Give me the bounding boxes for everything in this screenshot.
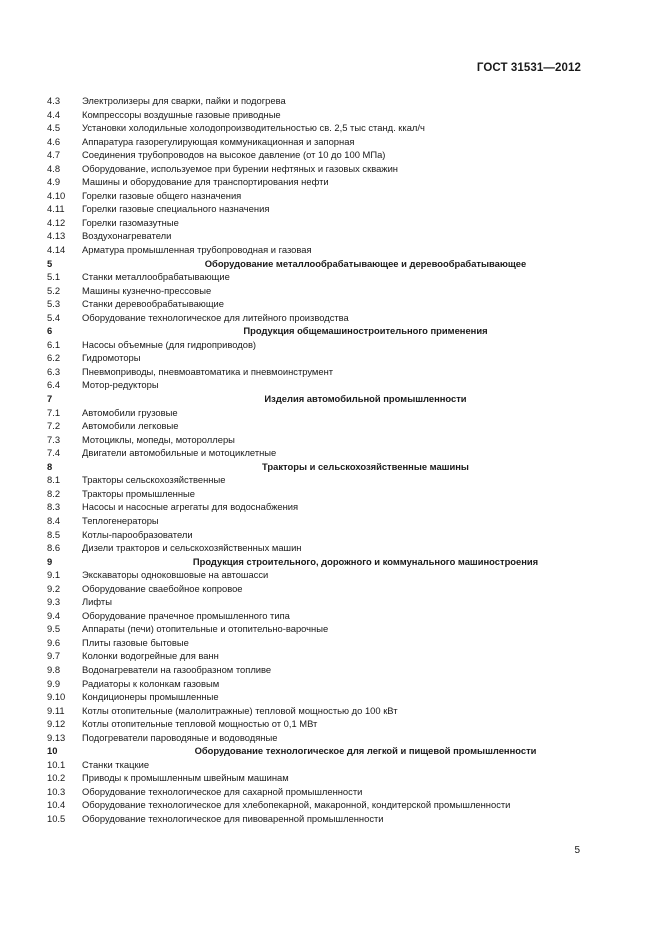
list-item	[0, 690, 661, 704]
item-number: 9.5	[47, 623, 61, 635]
list-item	[0, 406, 661, 420]
item-number: 9.7	[47, 650, 61, 662]
item-text: Автомобили грузовые	[82, 406, 178, 418]
item-text: Арматура промышленная трубопроводная и газовая	[82, 244, 312, 256]
list-item	[0, 785, 661, 799]
item-number: 4.13	[47, 230, 66, 242]
equipment-list	[0, 94, 661, 826]
item-number: 7.3	[47, 433, 61, 445]
item-text: Мотор-редукторы	[82, 379, 159, 391]
item-text: Оборудование технологическое для сахарной промышленности	[82, 785, 363, 797]
list-item	[0, 663, 661, 677]
section-title: Продукция общемашиностроительного применения	[243, 325, 488, 337]
item-number: 7.4	[47, 447, 61, 459]
item-number: 8	[47, 460, 53, 472]
item-text: Дизели тракторов и сельскохозяйственных машин	[82, 542, 302, 554]
item-text: Радиаторы к колонкам газовым	[82, 677, 220, 689]
list-item	[0, 677, 661, 691]
item-number: 6.3	[47, 365, 61, 377]
item-text: Плиты газовые бытовые	[82, 636, 189, 648]
item-text: Соединения трубопроводов на высокое давление (от 10 до 100 МПа)	[82, 149, 386, 161]
item-number: 10	[47, 745, 58, 757]
list-item	[0, 365, 661, 379]
list-item	[0, 162, 661, 176]
item-text: Воздухонагреватели	[82, 230, 172, 242]
item-number: 10.1	[47, 758, 66, 770]
item-text: Машины и оборудование для транспортирования нефти	[82, 176, 329, 188]
item-text: Двигатели автомобильные и мотоциклетные	[82, 447, 277, 459]
item-text: Станки деревообрабатывающие	[82, 298, 224, 310]
item-number: 5.4	[47, 311, 61, 323]
item-number: 9.3	[47, 596, 61, 608]
item-text: Насосы объемные (для гидроприводов)	[82, 338, 257, 350]
item-text: Оборудование технологическое для пивоваренной промышленности	[82, 812, 384, 824]
list-item	[0, 622, 661, 636]
list-item	[0, 487, 661, 501]
list-item	[0, 175, 661, 189]
item-text: Станки ткацкие	[82, 758, 150, 770]
item-number: 9	[47, 555, 53, 567]
list-item	[0, 121, 661, 135]
item-text: Горелки газовые общего назначения	[82, 189, 242, 201]
list-item	[0, 609, 661, 623]
item-text: Лифты	[82, 596, 112, 608]
item-number: 4.4	[47, 108, 61, 120]
list-item	[0, 108, 661, 122]
item-number: 8.3	[47, 501, 61, 513]
list-item	[0, 595, 661, 609]
item-text: Экскаваторы одноковшовые на автошасси	[82, 569, 269, 581]
list-item	[0, 771, 661, 785]
item-number: 5.1	[47, 271, 61, 283]
item-text: Тракторы сельскохозяйственные	[82, 474, 226, 486]
list-item	[0, 378, 661, 392]
item-number: 4.12	[47, 216, 66, 228]
item-number: 4.10	[47, 189, 66, 201]
item-text: Насосы и насосные агрегаты для водоснабжения	[82, 501, 299, 513]
list-item	[0, 514, 661, 528]
list-item	[0, 148, 661, 162]
list-item	[0, 636, 661, 650]
item-text: Оборудование сваебойное копровое	[82, 582, 243, 594]
item-text: Аппаратура газорегулирующая коммуникационная и запорная	[82, 135, 355, 147]
list-item	[0, 704, 661, 718]
item-text: Станки металлообрабатывающие	[82, 271, 230, 283]
item-number: 8.6	[47, 542, 61, 554]
item-number: 9.10	[47, 691, 66, 703]
list-item	[0, 758, 661, 772]
item-text: Аппараты (печи) отопительные и отопительно-варочные	[82, 623, 329, 635]
section-title: Продукция строительного, дорожного и коммунального машиностроения	[192, 555, 539, 567]
list-item	[0, 338, 661, 352]
list-item	[0, 433, 661, 447]
section-title: Тракторы и сельскохозяйственные машины	[262, 460, 469, 472]
list-item	[0, 528, 661, 542]
list-item	[0, 717, 661, 731]
list-item	[0, 284, 661, 298]
page-number: 5	[574, 845, 580, 856]
item-number: 6.1	[47, 338, 61, 350]
section-heading	[0, 555, 661, 569]
item-text: Оборудование технологическое для хлебопекарной, макаронной, кондитерской промышленности	[82, 799, 511, 811]
item-text: Колонки водогрейные для ванн	[82, 650, 219, 662]
item-text: Котлы отопительные (малолитражные) тепловой мощностью до 100 кВт	[82, 704, 398, 716]
item-number: 5	[47, 257, 53, 269]
list-item	[0, 649, 661, 663]
item-text: Электролизеры для сварки, пайки и подогрева	[82, 95, 286, 106]
item-number: 9.2	[47, 582, 61, 594]
list-item	[0, 243, 661, 257]
section-heading	[0, 257, 661, 271]
item-number: 4.11	[47, 203, 65, 215]
item-number: 4.7	[47, 149, 61, 161]
section-title: Оборудование металлообрабатывающее и деревообрабатывающее	[204, 257, 527, 269]
item-text: Гидромоторы	[82, 352, 141, 364]
list-item	[0, 500, 661, 514]
item-text: Оборудование технологическое для литейного производства	[82, 311, 349, 323]
item-text: Оборудование прачечное промышленного типа	[82, 609, 290, 621]
section-heading	[0, 744, 661, 758]
list-item	[0, 202, 661, 216]
list-item	[0, 582, 661, 596]
item-number: 6.4	[47, 379, 61, 391]
list-item	[0, 189, 661, 203]
item-text: Пневмоприводы, пневмоавтоматика и пневмоинструмент	[82, 365, 334, 377]
item-number: 4.9	[47, 176, 61, 188]
item-number: 10.4	[47, 799, 66, 811]
item-number: 10.3	[47, 785, 66, 797]
item-text: Приводы к промышленным швейным машинам	[82, 772, 289, 784]
item-number: 4.5	[47, 122, 61, 134]
item-text: Горелки газовые специального назначения	[82, 203, 270, 215]
item-text: Машины кузнечно-прессовые	[82, 284, 212, 296]
item-text: Мотоциклы, мопеды, мотороллеры	[82, 433, 235, 445]
list-item	[0, 311, 661, 325]
item-text: Тракторы промышленные	[82, 487, 195, 499]
section-heading	[0, 392, 661, 406]
item-text: Котлы-парообразователи	[82, 528, 193, 540]
item-number: 9.8	[47, 663, 61, 675]
item-text: Котлы отопительные тепловой мощностью от 0,1 МВт	[82, 718, 318, 730]
list-item	[0, 216, 661, 230]
list-item	[0, 297, 661, 311]
item-number: 4.14	[47, 244, 66, 256]
item-text: Установки холодильные холодопроизводительностью св. 2,5 тыс станд. ккал/ч	[82, 122, 425, 134]
item-number: 8.2	[47, 487, 61, 499]
document-header: ГОСТ 31531—2012	[476, 62, 581, 74]
list-item	[0, 798, 661, 812]
list-item	[0, 473, 661, 487]
section-title: Оборудование технологическое для легкой и пищевой промышленности	[194, 745, 537, 757]
list-item	[0, 446, 661, 460]
item-number: 8.4	[47, 514, 61, 526]
item-number: 9.4	[47, 609, 61, 621]
item-number: 4.8	[47, 162, 61, 174]
list-item	[0, 135, 661, 149]
item-number: 9.9	[47, 677, 61, 689]
item-number: 9.11	[47, 704, 65, 716]
item-number: 10.2	[47, 772, 66, 784]
item-number: 8.1	[47, 474, 61, 486]
item-number: 9.12	[47, 718, 66, 730]
item-number: 5.3	[47, 298, 61, 310]
item-text: Оборудование, используемое при бурении нефтяных и газовых скважин	[82, 162, 398, 174]
list-item	[0, 812, 661, 826]
item-number: 6	[47, 325, 53, 337]
list-item	[0, 351, 661, 365]
item-number: 8.5	[47, 528, 61, 540]
item-text: Кондиционеры промышленные	[82, 691, 219, 703]
item-number: 7	[47, 393, 53, 405]
item-text: Горелки газомазутные	[82, 216, 179, 228]
list-item	[0, 94, 661, 108]
item-number: 9.1	[47, 569, 61, 581]
section-title: Изделия автомобильной промышленности	[264, 393, 467, 405]
item-text: Подогреватели пароводяные и водоводяные	[82, 731, 278, 743]
item-text: Компрессоры воздушные газовые приводные	[82, 108, 281, 120]
item-number: 7.2	[47, 420, 61, 432]
item-number: 5.2	[47, 284, 61, 296]
list-item	[0, 229, 661, 243]
item-number: 9.13	[47, 731, 66, 743]
list-item	[0, 419, 661, 433]
list-item	[0, 568, 661, 582]
section-heading	[0, 460, 661, 474]
item-number: 4.3	[47, 95, 61, 106]
item-number: 10.5	[47, 812, 66, 824]
item-number: 4.6	[47, 135, 61, 147]
section-heading	[0, 324, 661, 338]
item-number: 6.2	[47, 352, 61, 364]
item-number: 9.6	[47, 636, 61, 648]
item-text: Автомобили легковые	[82, 420, 179, 432]
list-item	[0, 270, 661, 284]
item-text: Теплогенераторы	[82, 514, 159, 526]
item-text: Водонагреватели на газообразном топливе	[82, 663, 272, 675]
list-item	[0, 541, 661, 555]
item-number: 7.1	[47, 406, 61, 418]
list-item	[0, 731, 661, 745]
